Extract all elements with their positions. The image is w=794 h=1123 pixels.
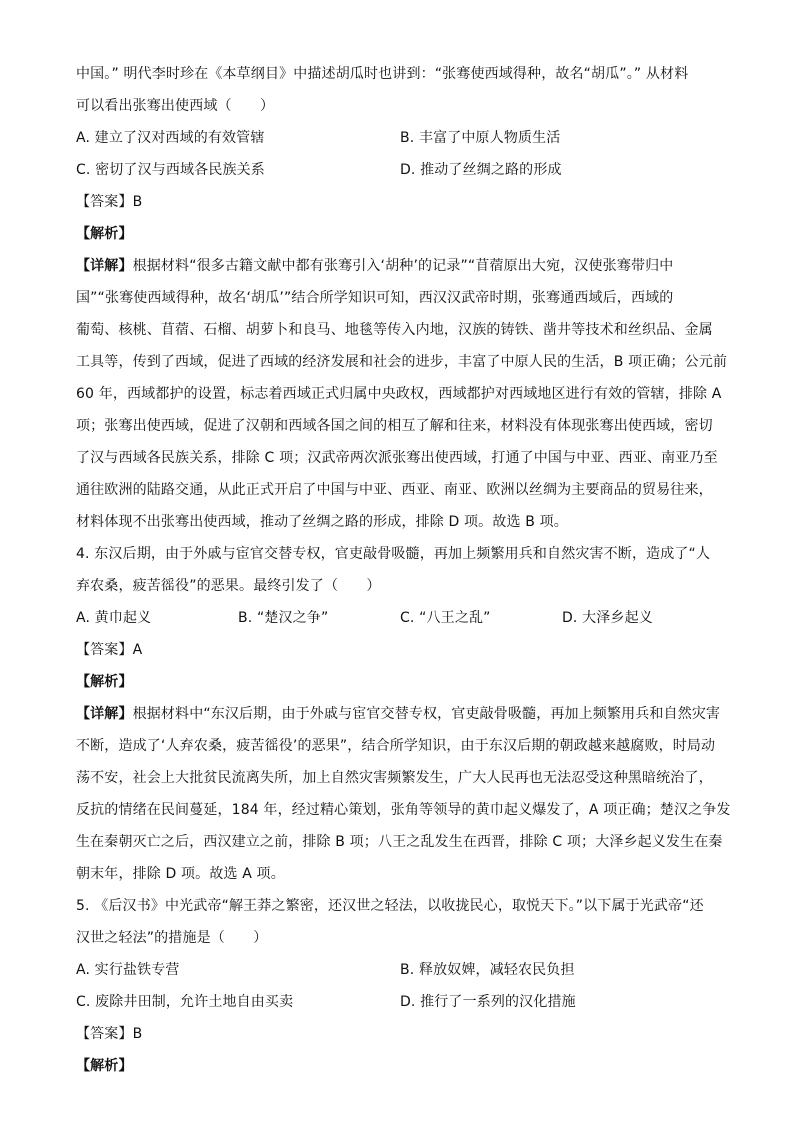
question-4 (76, 538, 731, 890)
detail-line: 材料体现不出张骞出使西域，推动了丝绸之路的形成，排除 D 项。故选 B 项。 (76, 514, 568, 530)
detail-line: 60 年，西域都护的设置，标志着西域正式归属中央政权，西域都护对西域地区进行有效的管辖，排除 A (76, 386, 722, 402)
options-row (76, 154, 724, 186)
options-row (76, 122, 724, 154)
detail-line: 不断，造成了‘人弃农桑，疲苦徭役’的恶果”，结合所学知识，由于东汉后期的朝政越来越腐败，时局动 (76, 738, 716, 754)
detail-line: 项；张骞出使西域，促进了汉朝和西域各国之间的相互了解和往来，材料没有体现张骞出使西域，密切 (76, 418, 713, 434)
detail-text: 根据材料“很多古籍文献中都有张骞引入‘胡种’的记录”“苜蓿原出大宛，汉使张骞带归中 (132, 258, 674, 274)
option-d: D. 推动了丝绸之路的形成 (400, 162, 562, 178)
option-b: B. 丰富了中原人物质生活 (400, 130, 561, 146)
question-stem-line: 中国。” 明代李时珍在《本草纲目》中描述胡瓜时也讲到：“张骞使西域得种，故名“胡瓜”。” 从材料 (76, 66, 689, 82)
detail-line: 葡萄、核桃、苜蓿、石榴、胡萝卜和良马、地毯等传入内地，汉族的铸铁、凿井等技术和丝织品、金属 (76, 322, 713, 338)
question-3 (76, 58, 728, 538)
options-row (76, 602, 724, 634)
option-c: C. 废除井田制，允许土地自由买卖 (76, 994, 294, 1010)
detail-label: 【详解】 (76, 258, 133, 274)
detail-label: 【详解】 (76, 706, 133, 722)
detail-line: 反抗的情绪在民间蔓延，184 年，经过精心策划，张角等领导的黄巾起义爆发了，A 项正确；楚汉之争发 (76, 802, 731, 818)
detail-line (76, 250, 724, 282)
analysis-label: 【解析】 (76, 226, 133, 242)
option-b: B. “楚汉之争” (238, 610, 329, 626)
option-c: C. 密切了汉与西域各民族关系 (76, 162, 265, 178)
question-stem-line: 汉世之轻法”的措施是（ ） (76, 930, 268, 946)
option-a: A. 建立了汉对西域的有效管辖 (76, 130, 265, 146)
options-row (76, 986, 724, 1018)
question-stem-line: 弃农桑，疲苦徭役”的恶果。最终引发了（ ） (76, 578, 381, 594)
option-c: C. “八王之乱” (400, 610, 491, 626)
detail-line: 了汉与西域各民族关系，排除 C 项；汉武帝两次派张骞出使西域，打通了中国与中亚、西亚、南亚乃至 (76, 450, 718, 466)
options-row (76, 954, 724, 986)
option-a: A. 黄巾起义 (76, 610, 152, 626)
question-stem-line: 5. 《后汉书》中光武帝“解王莽之繁密，还汉世之轻法，以收拢民心，取悦天下。”以下属于光武帝“还 (76, 898, 704, 914)
detail-line: 生在秦朝灭亡之后，西汉建立之前，排除 B 项；八王之乱发生在西晋，排除 C 项；大泽乡起义发生在秦 (76, 834, 723, 850)
detail-text: 根据材料中“东汉后期，由于外戚与宦官交替专权，官吏敲骨吸髓，再加上频繁用兵和自然灾害 (132, 706, 721, 722)
detail-line: 工具等，传到了西域，促进了西域的经济发展和社会的进步，丰富了中原人民的生活，B 项正确；公元前 (76, 354, 728, 370)
analysis-label: 【解析】 (76, 1058, 133, 1074)
question-5 (76, 890, 724, 1082)
option-b: B. 释放奴婢，减轻农民负担 (400, 962, 575, 978)
detail-line: 朝末年，排除 D 项。故选 A 项。 (76, 866, 285, 882)
detail-line (76, 698, 724, 730)
detail-line: 通往欧洲的陆路交通，从此正式开启了中国与中亚、西亚、南亚、欧洲以丝绸为主要商品的贸易往来， (76, 482, 713, 498)
answer-line: 【答案】B (76, 1026, 143, 1042)
question-stem-line: 4. 东汉后期，由于外戚与宦官交替专权，官吏敲骨吸髓，再加上频繁用兵和自然灾害不断，造成了“人 (76, 546, 711, 562)
question-stem-line: 可以看出张骞出使西域（ ） (76, 98, 275, 114)
answer-line: 【答案】B (76, 194, 143, 210)
answer-line: 【答案】A (76, 642, 143, 658)
option-d: D. 推行了一系列的汉化措施 (400, 994, 576, 1010)
option-d: D. 大泽乡起义 (562, 610, 653, 626)
document-page (76, 58, 731, 1082)
analysis-label: 【解析】 (76, 674, 133, 690)
option-a: A. 实行盐铁专营 (76, 962, 180, 978)
detail-line: 荡不安，社会上大批贫民流离失所，加上自然灾害频繁发生，广大人民再也无法忍受这种黑暗统治了， (76, 770, 713, 786)
detail-line: 国”“张骞使西域得种，故名‘胡瓜’”结合所学知识可知，西汉汉武帝时期，张骞通西域后，西域的 (76, 290, 674, 306)
